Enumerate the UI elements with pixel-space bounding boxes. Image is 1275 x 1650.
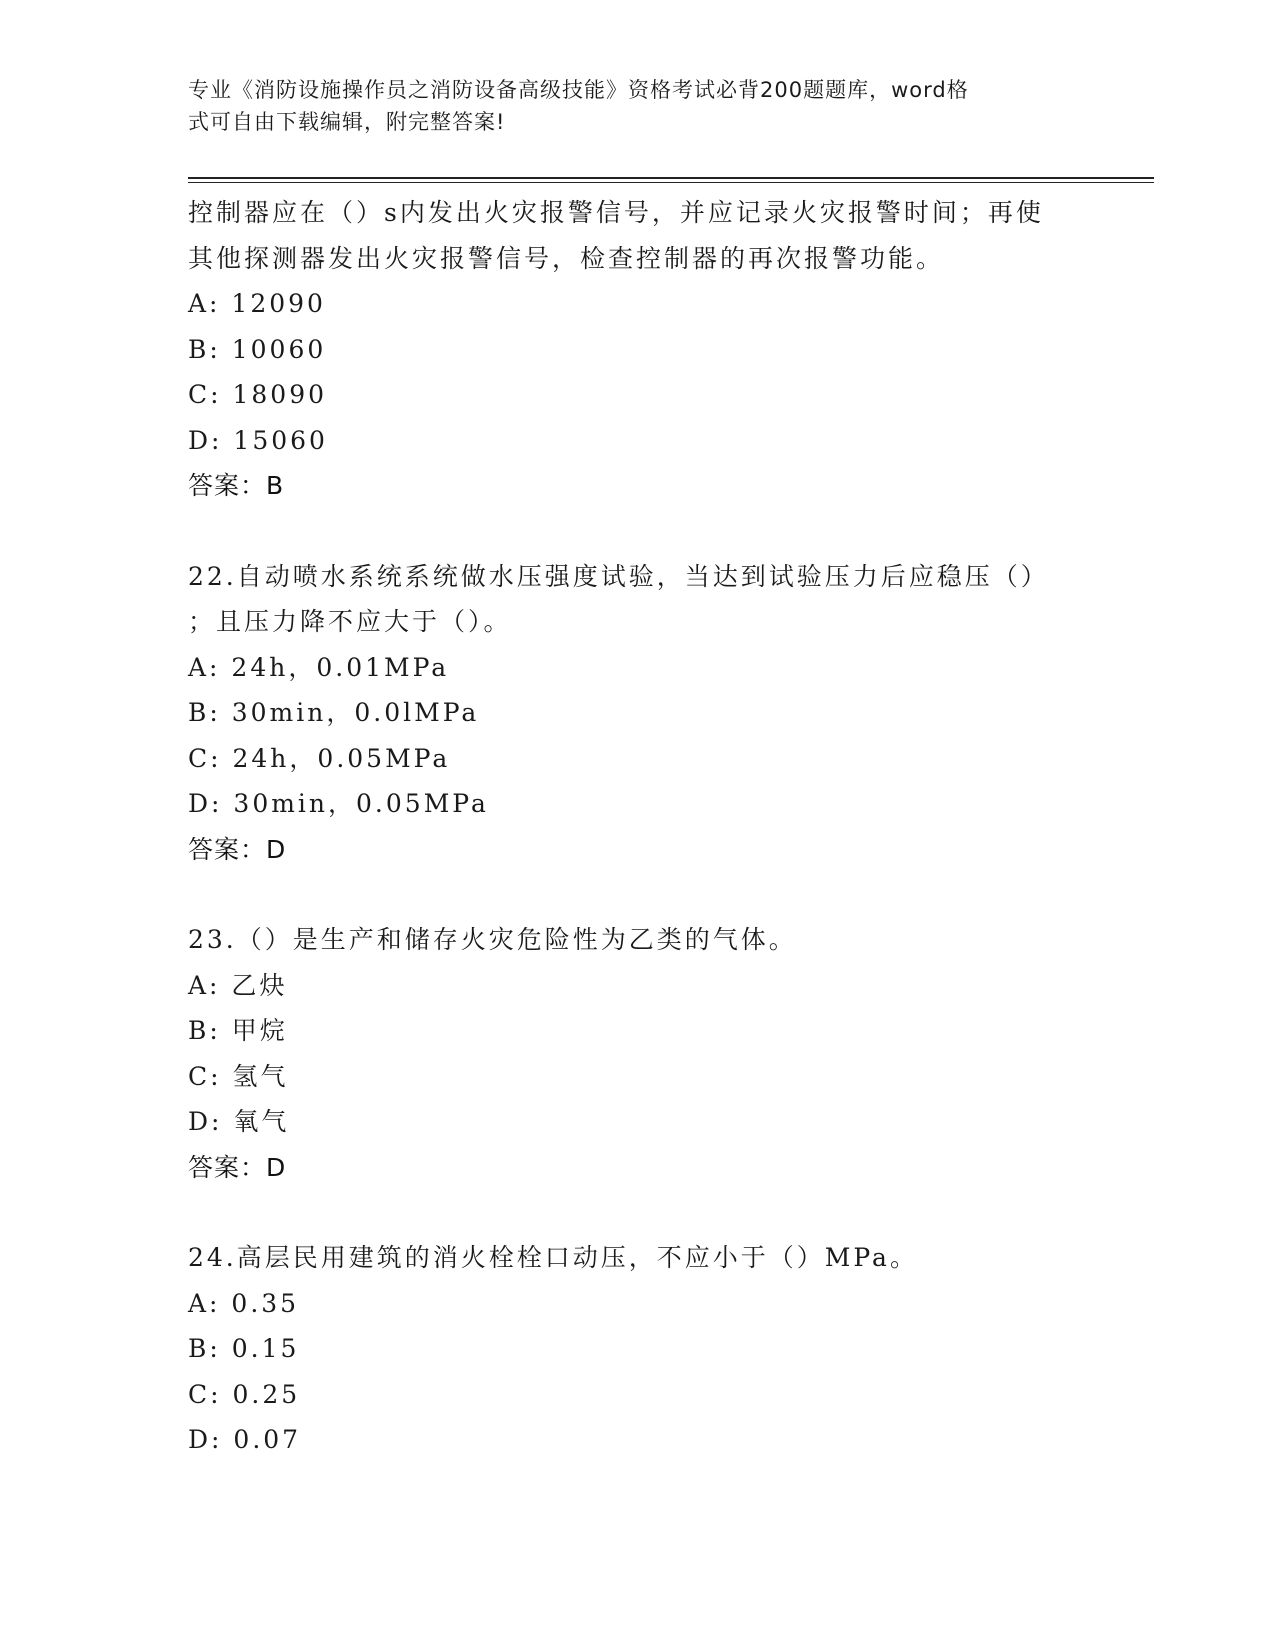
question-21	[188, 190, 1108, 509]
question-list	[188, 190, 1108, 1463]
option-c: C: 氢气	[188, 1061, 289, 1091]
option-d: D: 30min，0.05MPa	[188, 789, 489, 818]
answer-label: 答案：D	[188, 834, 287, 864]
option-c: C: 0.25	[188, 1379, 301, 1409]
answer-label: 答案：D	[188, 1152, 287, 1182]
header-rule-thick	[188, 177, 1154, 179]
spacer	[188, 872, 1108, 917]
option-d: D: 0.07	[188, 1425, 302, 1454]
option-b: B: 甲烷	[188, 1016, 288, 1045]
question-stem: 23.（）是生产和储存火灾危险性为乙类的气体。	[188, 925, 797, 954]
question-23	[188, 917, 1108, 1190]
option-c: C: 24h，0.05MPa	[188, 743, 451, 773]
spacer	[188, 509, 1108, 554]
option-b: B: 0.15	[188, 1334, 300, 1363]
question-stem: ；且压力降不应大于（）。	[188, 607, 512, 636]
question-stem: 其他探测器发出火灾报警信号，检查控制器的再次报警功能。	[188, 243, 945, 273]
option-a: A: 24h，0.01MPa	[188, 652, 450, 682]
question-22	[188, 554, 1108, 873]
question-stem: 22.自动喷水系统系统做水压强度试验，当达到试验压力后应稳压（）	[188, 561, 1049, 591]
question-stem: 控制器应在（）s内发出火灾报警信号，并应记录火灾报警时间；再使	[188, 198, 1044, 227]
question-24	[188, 1235, 1108, 1463]
document-header	[188, 74, 1068, 138]
option-b: B: 30min，0.0lMPa	[188, 698, 480, 727]
spacer	[188, 1190, 1108, 1235]
option-a: A: 12090	[188, 289, 326, 318]
question-stem: 24.高层民用建筑的消火栓栓口动压，不应小于（）MPa。	[188, 1243, 918, 1272]
option-b: B: 10060	[188, 334, 327, 364]
option-a: A: 0.35	[188, 1288, 300, 1318]
header-rule-thin	[188, 182, 1154, 183]
option-d: D: 15060	[188, 425, 328, 455]
answer-label: 答案：B	[188, 471, 285, 500]
header-line-2: 式可自由下载编辑，附完整答案!	[188, 110, 506, 134]
option-a: A: 乙炔	[188, 970, 288, 1000]
option-d: D: 氧气	[188, 1107, 290, 1136]
option-c: C: 18090	[188, 380, 328, 409]
header-line-1: 专业《消防设施操作员之消防设备高级技能》资格考试必背200题题库，word格	[188, 78, 969, 102]
